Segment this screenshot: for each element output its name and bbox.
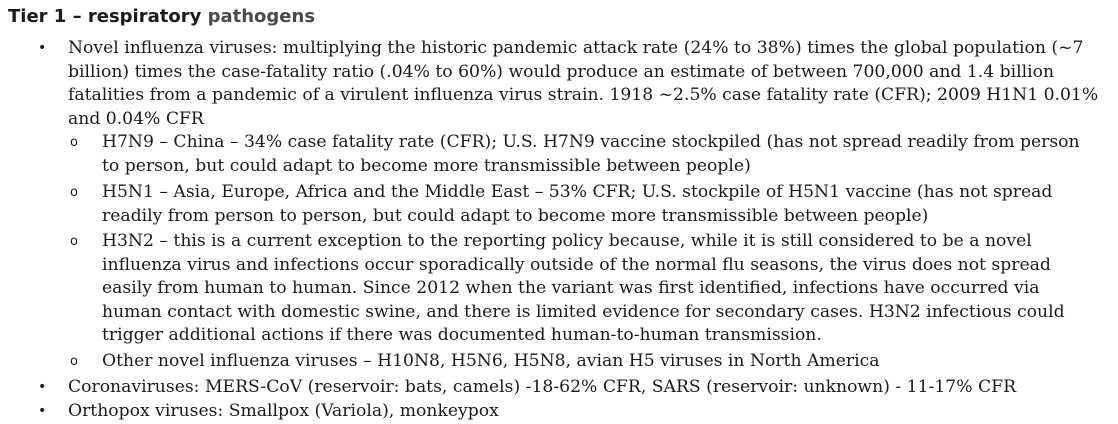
bullet-icon: • bbox=[38, 379, 47, 395]
sub-bullet-icon: o bbox=[70, 234, 78, 249]
sub-item-other-novel-influenza bbox=[70, 350, 1102, 374]
bullet-icon: • bbox=[38, 403, 47, 419]
sub-item-text: H5N1 – Asia, Europe, Africa and the Middle East – 53% CFR; U.S. stockpile of H5N1 vaccine (has not spread readily from person to person, but could adapt to become more transmissible between people) bbox=[102, 182, 1053, 226]
sub-item-h3n2 bbox=[70, 230, 1102, 348]
sub-bullet-icon: o bbox=[70, 135, 78, 150]
heading-secondary: pathogens bbox=[207, 6, 316, 27]
sub-item-text: H3N2 – this is a current exception to the reporting policy because, while it is still considered to be a novel influenza virus and infections occur sporadically outside of the normal flu seasons, the virus does not spread easily from human to human. Since 2012 when the variant was first identified, infections have occurred via human contact with domestic swine, and there is limited evidence for secondary cases. H3N2 infectious could trigger additional actions if there was documented human-to-human transmission. bbox=[102, 231, 1065, 345]
sub-bullet-icon: o bbox=[70, 354, 78, 369]
sub-bullet-icon: o bbox=[70, 185, 78, 200]
sub-item-text: Other novel influenza viruses – H10N8, H5N6, H5N8, avian H5 viruses in North America bbox=[102, 351, 880, 371]
sub-item-text: H7N9 – China – 34% case fatality rate (CFR); U.S. H7N9 vaccine stockpiled (has not spread readily from person to person, but could adapt to become more transmissible between people) bbox=[102, 132, 1080, 176]
list-item-text: Orthopox viruses: Smallpox (Variola), monkeypox bbox=[68, 401, 499, 421]
bullet-icon: • bbox=[38, 40, 47, 56]
heading-main: Tier 1 – respiratory bbox=[8, 6, 202, 27]
list-item-coronaviruses bbox=[38, 376, 1108, 400]
sub-item-h5n1 bbox=[70, 181, 1102, 228]
list-item-text: Novel influenza viruses: multiplying the historic pandemic attack rate (24% to 38%) times the global population (~7 billion) times the case-fatality ratio (.04% to 60%) would produce an estimate of between 700,000 and 1.4 billion fatalities from a pandemic of a virulent influenza virus strain. 1918 ~2.5% case fatality rate (CFR); 2009 H1N1 0.01% and 0.04% CFR bbox=[68, 38, 1099, 129]
section-heading bbox=[8, 4, 315, 30]
list-item-orthopox-viruses bbox=[38, 400, 499, 424]
list-item-novel-influenza bbox=[38, 37, 1108, 131]
list-item-text: Coronaviruses: MERS-CoV (reservoir: bats, camels) -18-62% CFR, SARS (reservoir: unknown) - 11-17% CFR bbox=[68, 377, 1017, 397]
sub-item-h7n9 bbox=[70, 131, 1102, 178]
